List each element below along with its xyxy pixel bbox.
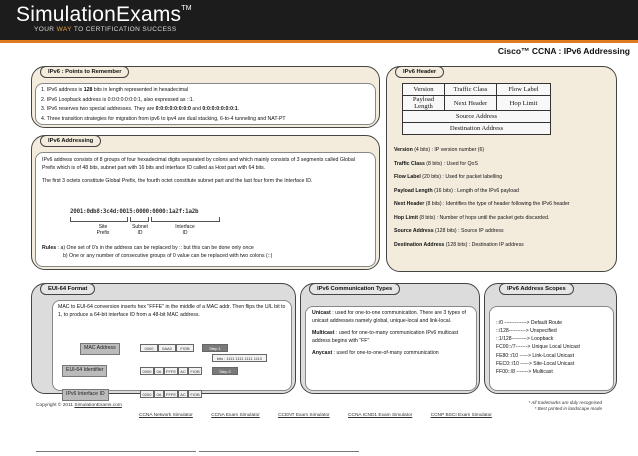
mac-cell: 0000 [140, 344, 158, 352]
comm-types-header: IPv6 Communication Types [309, 283, 400, 295]
field-source-address: Source Address (128 bits) : Source IP address [394, 228, 504, 234]
eui64-body [52, 300, 292, 397]
copyright-link[interactable]: SimulationExams.com [74, 403, 122, 408]
scopes-list [489, 306, 614, 391]
site-prefix-label: Site Prefix [96, 224, 110, 236]
hdr-cell-source-address: Source Address [403, 111, 551, 123]
hdr-cell-hop-limit: Hop Limit [497, 96, 551, 111]
mac-address-label: MAC Address [80, 343, 120, 355]
eui64-identifier-label: EUI-64 Identifier [62, 365, 107, 377]
point-item: 3. IPv6 reserves two special addresses. They are 0:0:0:0:0:0:0:0 and 0:0:0:0:0:0:0:1. [41, 106, 240, 113]
point-item: 4. Three transition strategies for migration from ipv6 to ipv4 are dual stacking, 6-to-4 tunneling and NAT-PT [41, 115, 286, 122]
footer-notes: * All trademarks are duly recognised * Best printed in landscape mode [528, 400, 602, 412]
footer-links [139, 413, 509, 418]
hdr-cell-version: Version [403, 84, 445, 96]
step1-label: Step 1 [202, 344, 228, 352]
interface-label: Interface ID [175, 224, 195, 236]
eui-cell: FFFE [166, 369, 176, 374]
eui64-section [31, 283, 296, 397]
hdr-cell-next-header: Next Header [445, 96, 497, 111]
step2-label: Step 2 [212, 367, 238, 375]
ifid-cell: 0A [154, 390, 164, 398]
hdr-cell-traffic-class: Traffic Class [445, 84, 497, 96]
page-title: Cisco™ CCNA : IPv6 Addressing [497, 46, 630, 56]
address-diagram [70, 208, 220, 248]
site-prefix-brace [70, 217, 128, 222]
rules: Rules : a) One set of 0's in the address can be replaced by :: but this can be done only once b) One or any number of consecutive groups of 0 value can be replaced with two colons (::) [42, 245, 273, 259]
scopes-section [484, 283, 617, 394]
ipv6-header-table [402, 83, 551, 135]
link-ccna-icnd1-exam-simulator[interactable]: CCNA ICND1 Exam Simulator [348, 413, 413, 418]
hdr-cell-flow-label: Flow Label [497, 84, 551, 96]
scope-item: FF00::/8 -------> Multicast [496, 368, 553, 375]
ifid-cell: 0200 [140, 390, 154, 398]
bottom-rule-left [36, 451, 196, 452]
copyright: Copyright © 2011 SimulationExams.com [36, 403, 122, 408]
tagline: YOUR WAY TO CERTIFICATION SUCCESS [34, 26, 177, 33]
eui-cell: FIOB [188, 367, 202, 375]
addressing-header: IPv6 Addressing [40, 135, 101, 147]
scope-item: ::/128----------> Unspecified [496, 328, 557, 335]
point-item: 1. IPv6 address is 128 bits in length represented in hexadecimal [41, 87, 189, 93]
scope-item: FC00::/7-------> Unique Local Unicast [496, 344, 580, 351]
point-item: 2. IPv6 Loopback address is 0:0:0:0:0:0:0:1, also expressed as ::1. [41, 96, 195, 103]
ipv6-header-section [386, 66, 617, 272]
interface-brace [151, 217, 220, 222]
eui64-text: MAC to EUI-64 conversion inserts hex "FFFE" in the middle of a MAC addr. Then flips the U/L bit to 1, to produce a 64-bit interface ID from a 48-bit MAC address. [58, 304, 286, 318]
unicast-desc: Unicast : used for one-to-one communication. There are 3 types of unicast addresses namely global, unique-local and link-local. [312, 310, 466, 324]
field-hop-limit: Hop Limit (8 bits) : Number of hops until the packet gets discarded. [394, 214, 550, 221]
points-list [35, 83, 376, 125]
example-address: 2001:0db8:3c4d:0015:0000:0000:1a2f:1a2b [70, 209, 199, 215]
points-section [31, 66, 380, 128]
ipv6-header-title: IPv6 Header [395, 66, 444, 78]
points-header: IPv6 : Points to Remember [40, 66, 129, 78]
ifid-cell: FFFE [166, 392, 176, 397]
banner-divider [0, 40, 638, 43]
eui64-diagram [62, 341, 267, 403]
subnet-label: Subnet ID [132, 224, 148, 236]
eui-cell: 0000 [140, 367, 154, 375]
addressing-section [31, 135, 380, 270]
hdr-cell-destination-address: Destination Address [403, 123, 551, 135]
field-flow-label: Flow Label (20 bits) : Used for packet labelling [394, 174, 503, 180]
header-fields [394, 147, 614, 255]
link-ccna-network-simulator[interactable]: CCNA Network Simulator [139, 413, 193, 418]
subnet-brace [130, 217, 149, 222]
eui-cell: AC [178, 367, 188, 375]
eui-cell: 0A [154, 367, 164, 375]
scope-item: FEC0::/10 -----> Site-Local Unicast [496, 360, 575, 367]
field-destination-address: Destination Address (128 bits) : Destination IP address [394, 241, 524, 248]
anycast-desc: Anycast : used for one-to-one-of-many communication [312, 350, 439, 357]
comm-types-section [300, 283, 480, 394]
scopes-header: IPv6 Address Scopes [499, 283, 574, 295]
bottom-rule-right [199, 451, 359, 452]
addressing-para1: IPv6 address consists of 8 groups of four hexadecimal digits separated by colons and which mainly consists of 3 segments called Global Prefix which is of 48 bits, subnet part with 16 bits and interface ID called as Host part with 64 bits. [42, 157, 355, 171]
link-ccna-exam-simulator[interactable]: CCNA Exam Simulator [211, 413, 260, 418]
mac-cell: FIOB [176, 344, 194, 352]
scope-item: FE80::/10 -----> Link-Local Unicast [496, 352, 574, 359]
field-traffic-class: Traffic Class (8 bits) : Used for QoS [394, 160, 478, 167]
bits-label: bits : 1111 1111 1111 1110 [212, 354, 267, 362]
comm-types-body [305, 306, 477, 391]
link-ccnp-bsci-exam-simulator[interactable]: CCNP BSCI Exam Simulator [430, 413, 492, 418]
field-payload-length: Payload Length (16 bits) : Length of the IPv6 payload [394, 187, 519, 194]
brand-logo: SimulationExams™ [16, 3, 192, 26]
scope-item: ::1/128---------> Loopback [496, 336, 554, 343]
field-version: Version (4 bits) : IP version number (6) [394, 147, 485, 153]
ipv6-interface-id-label: IPv6 Interface ID [62, 389, 109, 401]
scope-item: ::/0 -------------> Default Route [496, 320, 563, 326]
hdr-cell-payload-length: Payload Length [403, 96, 445, 111]
multicast-desc: Multicast : used for one-to-many communication IPv6 multicast address begins with "FF" [312, 330, 459, 344]
addressing-para2: The first 3 octets constitute Global Prefix, the fourth octet constitute subnet part and the last four form the Interface ID. [42, 178, 313, 185]
field-next-header: Next Header (8 bits) : Identifies the type of header following the IPv6 header [394, 201, 570, 207]
link-ccent-exam-simulator[interactable]: CCENT Exam Simulator [278, 413, 330, 418]
eui64-header: EUI-64 Format [40, 283, 95, 295]
mac-cell: 0AA0 [158, 344, 176, 352]
addressing-body [35, 152, 376, 267]
ifid-cell: FIOB [188, 390, 202, 398]
header-banner [0, 0, 638, 40]
ifid-cell: AC [178, 390, 188, 398]
